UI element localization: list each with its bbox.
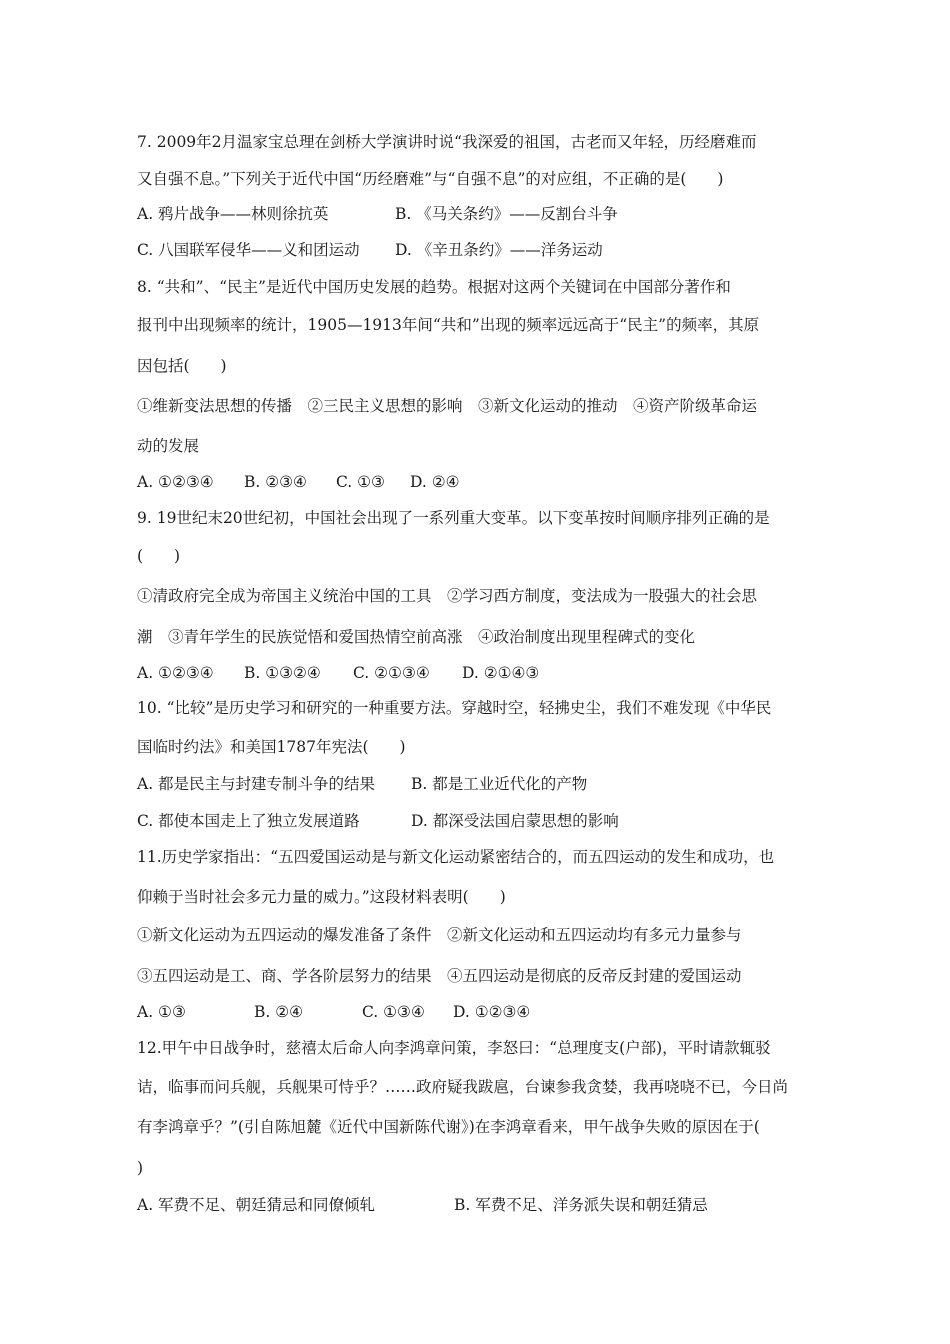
option-a: A. ①②③④ <box>137 664 214 682</box>
option-row <box>137 662 840 684</box>
option-row <box>137 471 840 493</box>
question-stem-line: 9. 19世纪末20世纪初，中国社会出现了一系列重大变革。以下变革按时间顺序排列正确的是 <box>137 509 770 527</box>
option-c: C. 都使本国走上了独立发展道路 <box>137 812 360 830</box>
question-stem-line: ①维新变法思想的传播 ②三民主义思想的影响 ③新文化运动的推动 ④资产阶级革命运 <box>137 397 758 415</box>
option-a: A. 都是民主与封建专制斗争的结果 <box>137 775 376 793</box>
option-c: C. ①③ <box>336 473 385 491</box>
question-stem-line: 10. “比较”是历史学习和研究的一种重要方法。穿越时空，轻拂史尘，我们不难发现《中华民 <box>137 699 772 717</box>
option-c: C. ②①③④ <box>353 664 430 682</box>
question-stem-line: 国临时约法》和美国1787年宪法( ) <box>137 738 406 756</box>
option-b: B. ②④ <box>254 1003 304 1021</box>
option-c: C. 八国联军侵华——义和团运动 <box>137 241 360 259</box>
option-row <box>137 810 840 832</box>
option-a: A. 军费不足、朝廷猜忌和同僚倾轧 <box>137 1196 376 1214</box>
question-stem-line: 潮 ③青年学生的民族觉悟和爱国热情空前高涨 ④政治制度出现里程碑式的变化 <box>137 628 696 646</box>
question-stem-line: 11.历史学家指出：“五四爱国运动是与新文化运动紧密结合的，而五四运动的发生和成功，也 <box>137 848 775 866</box>
question-stem-line: 动的发展 <box>137 437 200 455</box>
question-stem-line: ( ) <box>137 547 181 565</box>
option-c: C. ①③④ <box>362 1003 425 1021</box>
option-row <box>137 1194 840 1216</box>
option-d: D. ②①④③ <box>462 664 540 682</box>
option-row <box>137 1001 840 1023</box>
question-stem-line: 仰赖于当时社会多元力量的威力。”这段材料表明( ) <box>137 888 506 906</box>
option-d: D. ①②③④ <box>453 1003 531 1021</box>
option-row <box>137 203 840 225</box>
option-b: B. ①③②④ <box>244 664 321 682</box>
question-stem-line: ) <box>137 1159 144 1177</box>
option-row <box>137 239 840 261</box>
question-stem-line: 诘，临事而问兵舰，兵舰果可恃乎？……政府疑我跋扈，台谏参我贪婪，我再哓哓不已，今日尚 <box>137 1078 789 1096</box>
option-d: D. 《辛丑条约》——洋务运动 <box>395 241 603 259</box>
option-a: A. ①②③④ <box>137 473 214 491</box>
option-b: B. 都是工业近代化的产物 <box>411 775 588 793</box>
question-stem-line: 12.甲午中日战争时，慈禧太后命人向李鸿章问策，李怒曰：“总理度支(户部)，平时请款辄驳 <box>137 1039 771 1057</box>
option-row <box>137 773 840 795</box>
question-stem-line: ①清政府完全成为帝国主义统治中国的工具 ②学习西方制度，变法成为一股强大的社会思 <box>137 587 758 605</box>
question-stem-line: 有李鸿章乎？”(引自陈旭麓《近代中国新陈代谢》)在李鸿章看来，甲午战争失败的原因在于( <box>137 1118 760 1136</box>
question-stem-line: 又自强不息。”下列关于近代中国“历经磨难”与“自强不息”的对应组，不正确的是( ) <box>137 170 724 188</box>
option-a: A. ①③ <box>137 1003 186 1021</box>
option-a: A. 鸦片战争——林则徐抗英 <box>137 205 329 223</box>
question-stem-line: 7. 2009年2月温家宝总理在剑桥大学演讲时说“我深爱的祖国，古老而又年轻，历经磨难而 <box>137 133 757 151</box>
question-stem-line: 因包括( ) <box>137 357 227 375</box>
question-stem-line: 8. “共和”、“民主”是近代中国历史发展的趋势。根据对这两个关键词在中国部分著作和 <box>137 278 731 296</box>
option-b: B. 军费不足、洋务派失误和朝廷猜忌 <box>454 1196 708 1214</box>
question-stem-line: 报刊中出现频率的统计，1905—1913年间“共和”出现的频率远远高于“民主”的频率，其原 <box>137 316 760 334</box>
option-d: D. 都深受法国启蒙思想的影响 <box>411 812 619 830</box>
question-stem-line: ①新文化运动为五四运动的爆发准备了条件 ②新文化运动和五四运动均有多元力量参与 <box>137 926 742 944</box>
option-b: B. 《马关条约》——反割台斗争 <box>395 205 618 223</box>
option-d: D. ②④ <box>410 473 460 491</box>
option-b: B. ②③④ <box>244 473 307 491</box>
question-stem-line: ③五四运动是工、商、学各阶层努力的结果 ④五四运动是彻底的反帝反封建的爱国运动 <box>137 967 742 985</box>
